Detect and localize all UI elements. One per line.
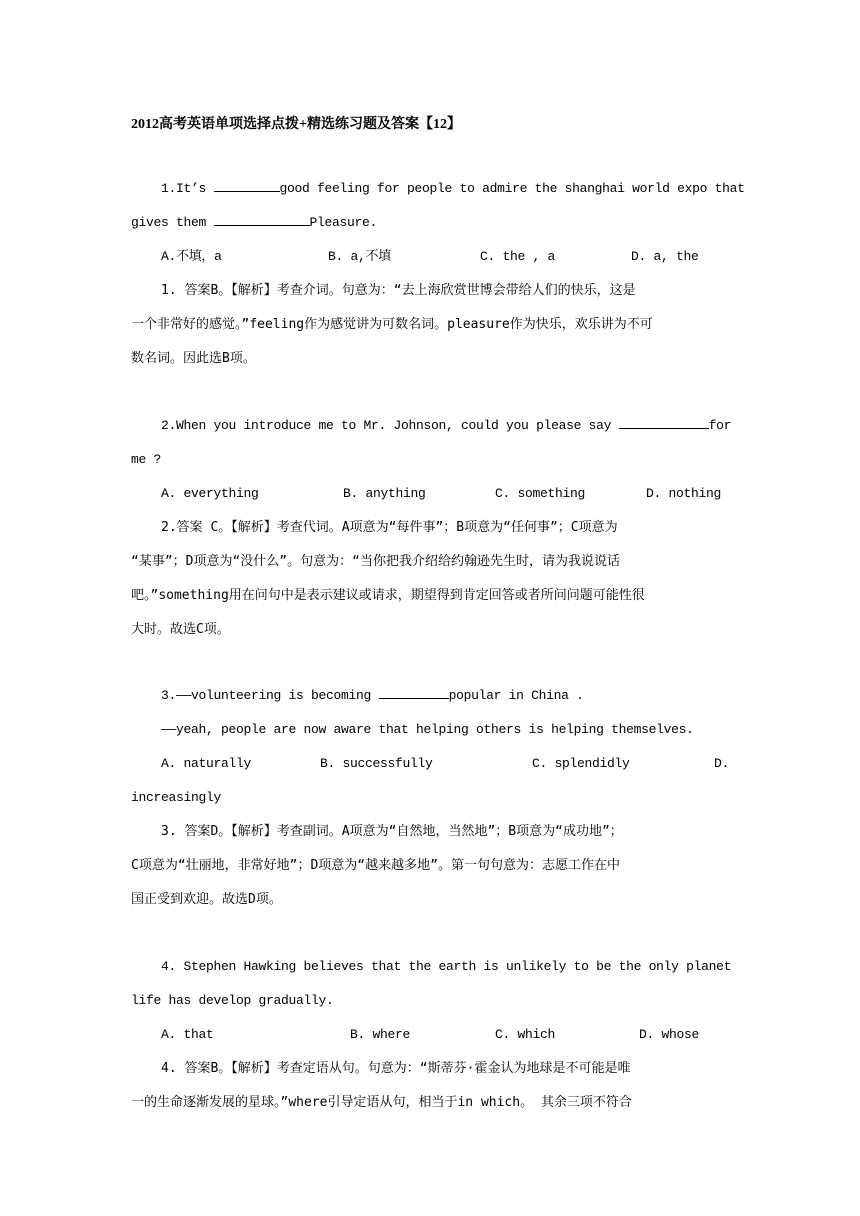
stem-text: gives them (131, 215, 207, 230)
options-row (131, 240, 731, 274)
stem-text: good feeling for people to admire the shanghai world expo that (279, 181, 745, 196)
answer-line: 3. 答案D。【解析】考查副词。A项意为“自然地，当然地”；B项意为“成功地”； (161, 824, 623, 839)
option-c: C. the , a (480, 249, 556, 264)
option-b: B. anything (343, 486, 426, 501)
option-c: C. something (495, 486, 586, 501)
answer-line: C项意为“壮丽地，非常好地”；D项意为“越来越多地”。第一句句意为：志愿工作在中 (131, 858, 620, 873)
answer-line: 国正受到欢迎。故选D项。 (131, 892, 282, 907)
question-2 (131, 409, 731, 647)
question-3 (131, 679, 731, 917)
option-a: A. naturally (161, 756, 252, 771)
page-title: 2012高考英语单项选择点拨+精选练习题及答案【12】 (131, 117, 461, 132)
option-a: A.不填，a (161, 249, 222, 264)
answer-explanation (131, 511, 731, 647)
question-stem-cont (131, 206, 731, 240)
option-a: A. that (161, 1027, 214, 1042)
answer-line: 1. 答案B。【解析】考查介词。句意为：“去上海欣赏世博会带给人们的快乐，这是 (161, 283, 636, 298)
options-row (131, 477, 731, 511)
option-d: D. whose (639, 1027, 700, 1042)
option-a: A. everything (161, 486, 259, 501)
option-c: C. which (495, 1027, 556, 1042)
question-stem-cont: me ? (131, 452, 162, 467)
answer-explanation (131, 815, 731, 917)
answer-line: 2.答案 C。【解析】考查代词。A项意为“每件事”；B项意为“任何事”；C项意为 (161, 520, 618, 535)
option-d: D. a, the (631, 249, 699, 264)
answer-blank (619, 414, 709, 429)
answer-line: “某事”；D项意为“没什么”。句意为：“当你把我介绍给约翰逊先生时，请为我说说话 (131, 554, 620, 569)
option-b: B. where (350, 1027, 411, 1042)
answer-blank (214, 211, 310, 226)
option-d: D. nothing (646, 486, 722, 501)
question-stem (131, 409, 731, 443)
answer-line: 一个非常好的感觉。”feeling作为感觉讲为可数名词。pleasure作为快乐，欢乐讲为不可 (131, 317, 653, 332)
answer-blank (379, 684, 449, 699)
stem-text: popular in China . (448, 688, 584, 703)
question-4 (131, 950, 731, 1120)
question-stem: 4. Stephen Hawking believes that the earth is unlikely to be the only planet (161, 959, 732, 974)
stem-text: 2.When you introduce me to Mr. Johnson, could you please say (161, 418, 612, 433)
stem-text: for (708, 418, 732, 433)
option-b: B. successfully (320, 756, 433, 771)
options-row (131, 747, 731, 781)
question-stem-cont: life has develop gradually. (131, 993, 334, 1008)
answer-line: 4. 答案B。【解析】考查定语从句。句意为：“斯蒂芬·霍金认为地球是不可能是唯 (161, 1061, 631, 1076)
answer-explanation (131, 1052, 731, 1120)
stem-text: 1.It’s (161, 181, 207, 196)
question-stem (131, 172, 745, 206)
option-c: C. splendidly (532, 756, 630, 771)
answer-blank (214, 177, 280, 192)
option-d: D. (714, 756, 730, 771)
question-stem (131, 679, 731, 713)
option-b: B. a,不填 (328, 249, 391, 264)
answer-line: 吧。”something用在问句中是表示建议或请求，期望得到肯定回答或者所问问题可能性很 (131, 588, 645, 603)
stem-text: 3.——volunteering is becoming (161, 688, 372, 703)
answer-line: 数名词。因此选B项。 (131, 351, 256, 366)
options-row (131, 1018, 731, 1052)
stem-text: Pleasure. (309, 215, 378, 230)
answer-line: 一的生命逐渐发展的星球。”where引导定语从句，相当于in which。 其余三项不符合 (131, 1095, 632, 1110)
option-d-wrap: increasingly (131, 790, 222, 805)
question-1 (131, 172, 745, 376)
answer-explanation (131, 274, 731, 376)
question-reply: ——yeah, people are now aware that helping others is helping themselves. (161, 722, 694, 737)
answer-line: 大时。故选C项。 (131, 622, 230, 637)
